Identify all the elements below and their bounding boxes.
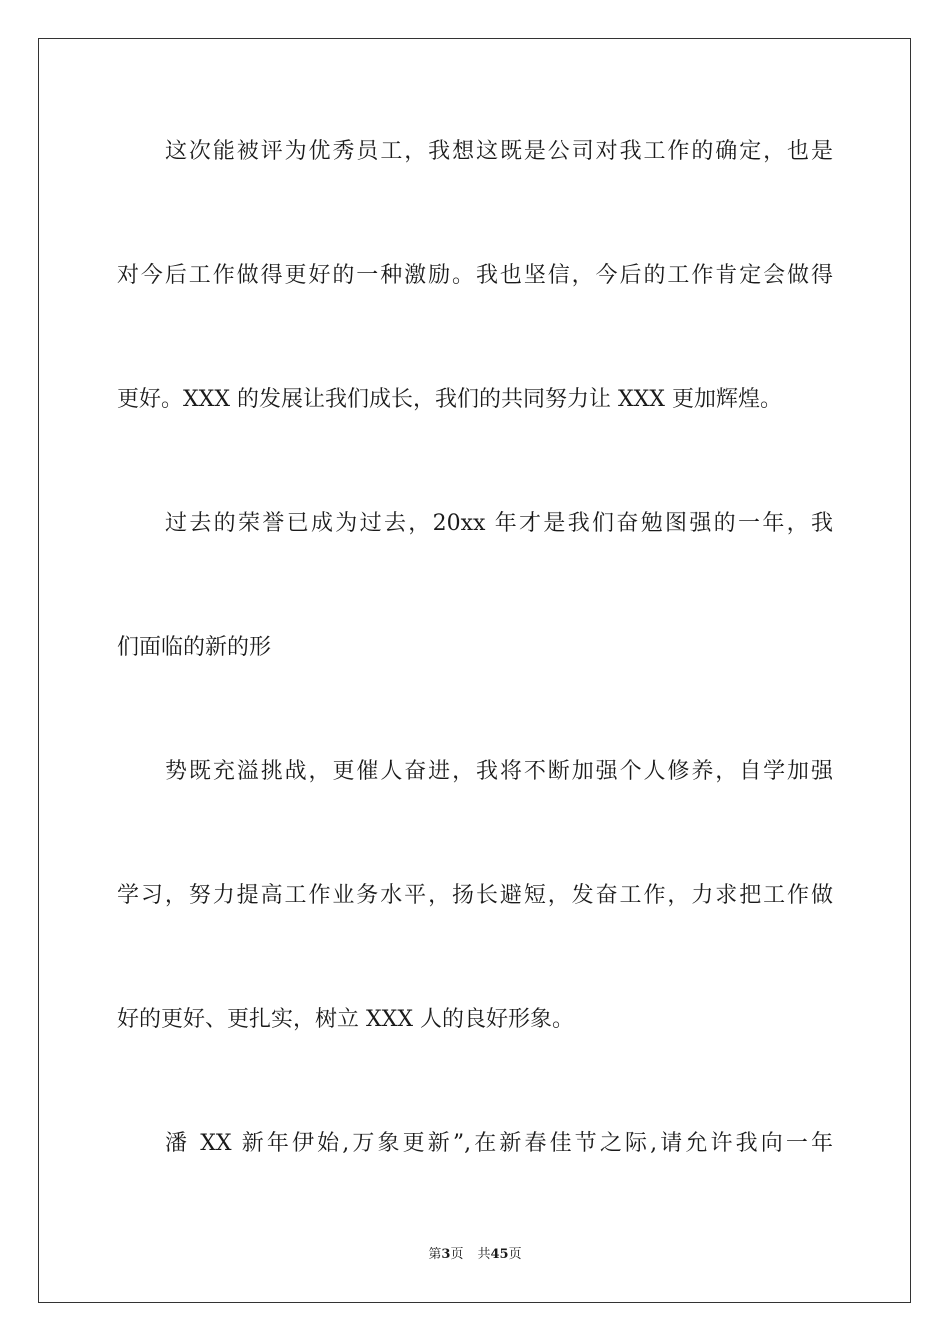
paragraph-line: 更好。XXX 的发展让我们成长，我们的共同努力让 XXX 更加辉煌。 xyxy=(117,387,782,412)
total-suffix: 页 xyxy=(508,1247,522,1262)
paragraph-line: 们面临的新的形 xyxy=(117,635,272,660)
paragraph-line: 对今后工作做得更好的一种激励。我也坚信，今后的工作肯定会做得 xyxy=(117,263,833,288)
total-prefix: 共 xyxy=(477,1247,491,1262)
paragraph-line: 势既充溢挑战，更催人奋进，我将不断加强个人修养，自学加强 xyxy=(165,759,833,784)
paragraph-line: 过去的荣誉已成为过去，20xx 年才是我们奋勉图强的一年，我 xyxy=(165,511,833,536)
page-number: 3 xyxy=(441,1247,451,1262)
total-pages: 45 xyxy=(490,1247,509,1262)
paragraph-line: 好的更好、更扎实，树立 XXX 人的良好形象。 xyxy=(117,1007,574,1032)
paragraph-line: 潘 XX 新年伊始,万象更新”,在新春佳节之际,请允许我向一年 xyxy=(165,1131,833,1156)
page-footer xyxy=(0,1246,950,1264)
paragraph-line: 这次能被评为优秀员工，我想这既是公司对我工作的确定，也是 xyxy=(165,139,833,164)
page-suffix: 页 xyxy=(450,1247,464,1262)
page-border xyxy=(38,38,911,1303)
paragraph-line: 学习，努力提高工作业务水平，扬长避短，发奋工作，力求把工作做 xyxy=(117,883,833,908)
page-prefix: 第 xyxy=(428,1247,442,1262)
